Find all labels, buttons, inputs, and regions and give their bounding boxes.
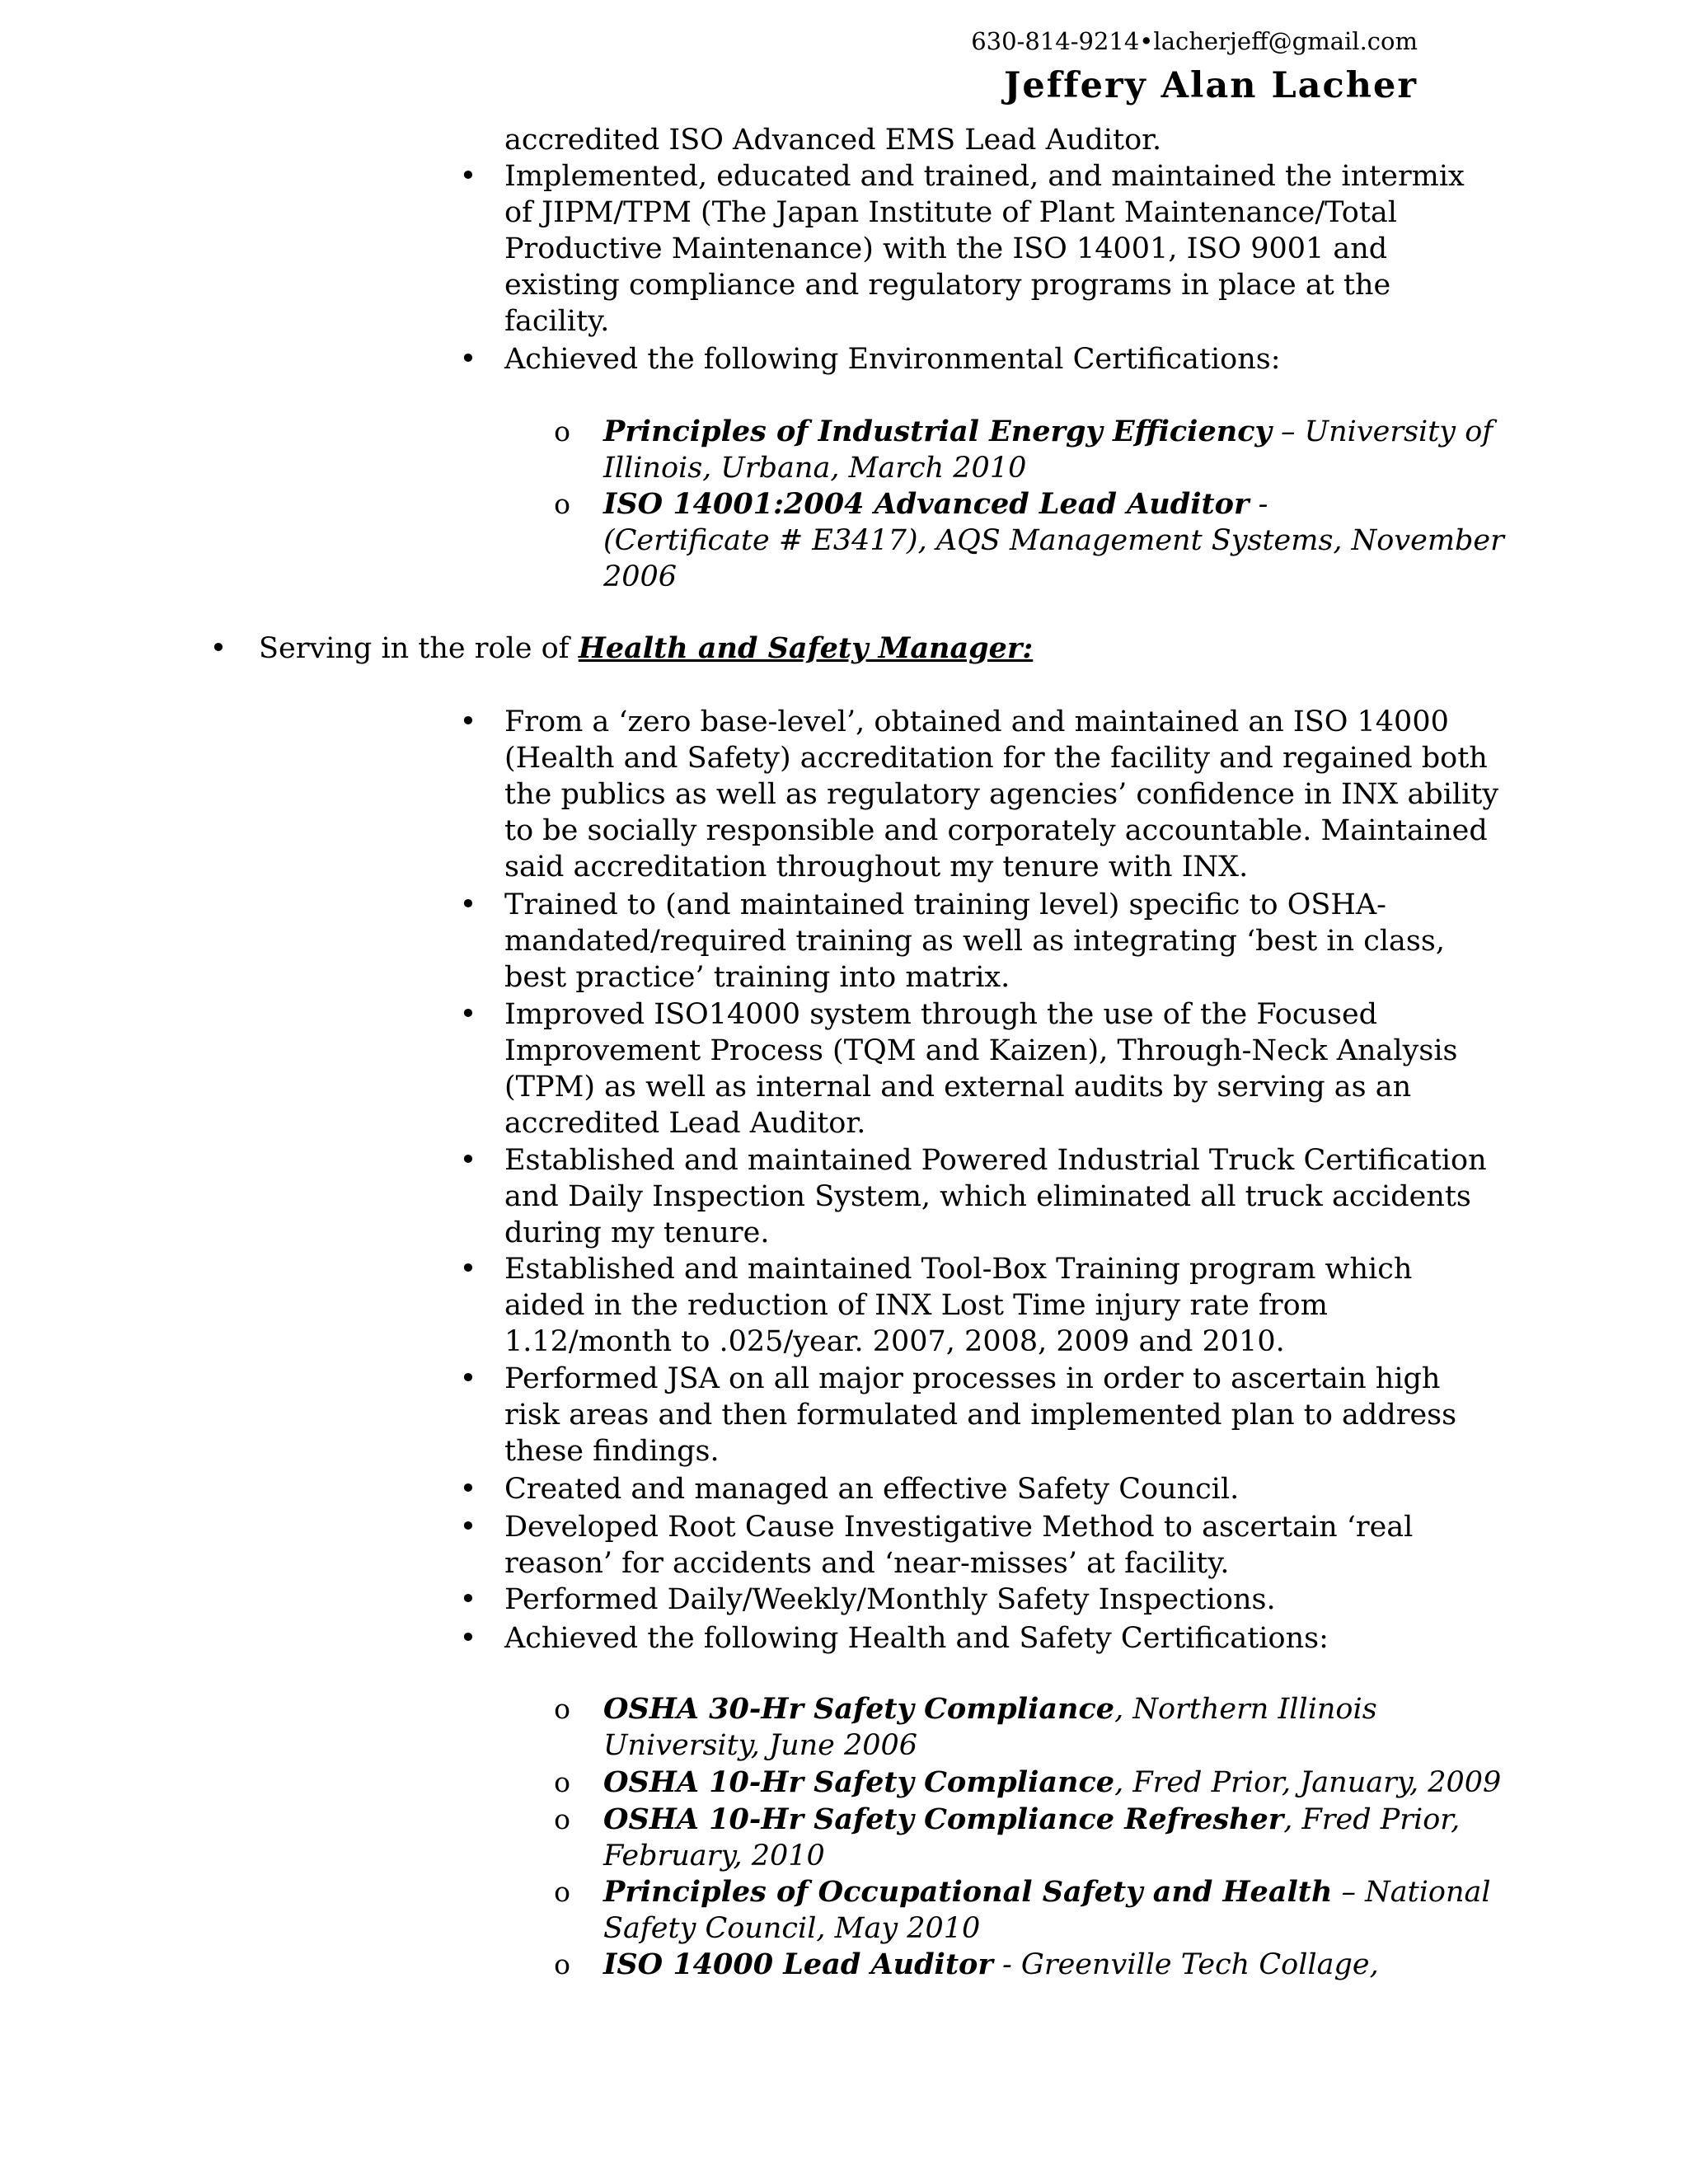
text-line: risk areas and then formulated and implemented plan to address — [504, 1399, 1457, 1432]
text-line: 1.12/month to .025/year. 2007, 2008, 2009 and 2010. — [504, 1325, 1285, 1358]
text-line: of JIPM/TPM (The Japan Institute of Plant Maintenance/Total — [504, 196, 1397, 229]
list-item — [504, 341, 1281, 377]
list-item — [504, 1361, 1456, 1469]
cert-title: OSHA 10-Hr Safety Compliance — [603, 1765, 1115, 1799]
bullet-icon: • — [459, 343, 477, 376]
cert-separator: – — [1271, 415, 1305, 448]
text-line: aided in the reduction of INX Lost Time injury rate from — [504, 1289, 1328, 1322]
bullet-icon: • — [209, 632, 227, 665]
role-title: Health and Safety Manager: — [578, 631, 1034, 665]
text-line: facility. — [504, 305, 610, 338]
text-line: said accreditation throughout my tenure with INX. — [504, 851, 1249, 883]
sub-bullet-icon: o — [554, 1948, 570, 1980]
role-prefix: Serving in the role of — [259, 632, 579, 665]
bullet-icon: • — [459, 1622, 477, 1655]
cert-title: ISO 14000 Lead Auditor — [603, 1947, 993, 1981]
text-line: during my tenure. — [504, 1216, 770, 1249]
text-line: (Health and Safety) accreditation for the facility and regained both — [504, 742, 1488, 775]
list-item — [504, 1582, 1276, 1618]
cert-title: OSHA 30-Hr Safety Compliance — [603, 1692, 1115, 1726]
list-item — [504, 1251, 1412, 1360]
bullet-icon: • — [459, 888, 477, 921]
text-line: From a ‘zero base-level’, obtained and maintained an ISO 14000 — [504, 705, 1449, 738]
cert-detail: Illinois, Urbana, March 2010 — [603, 452, 1027, 485]
certification-item — [603, 1947, 1379, 1983]
text-line: best practice’ training into matrix. — [504, 961, 1010, 994]
text-line: reason’ for accidents and ‘near-misses’ at facility. — [504, 1547, 1230, 1580]
cert-title: ISO 14001:2004 Advanced Lead Auditor — [603, 487, 1250, 521]
list-item — [504, 704, 1498, 885]
bullet-icon: • — [459, 998, 477, 1031]
cert-title: OSHA 10-Hr Safety Compliance Refresher — [603, 1802, 1284, 1836]
list-item — [504, 887, 1445, 996]
cert-detail: University, June 2006 — [603, 1729, 918, 1762]
cert-detail: February, 2010 — [603, 1840, 825, 1872]
list-item — [504, 1471, 1239, 1507]
list-item — [504, 1620, 1329, 1657]
list-item — [504, 996, 1458, 1141]
text-line: Improvement Process (TQM and Kaizen), Through-Neck Analysis — [504, 1034, 1458, 1067]
sub-bullet-icon: o — [554, 1803, 570, 1835]
list-item — [504, 158, 1465, 340]
sub-bullet-icon: o — [554, 1693, 570, 1725]
cert-detail: University of — [1304, 415, 1493, 448]
text-line: Established and maintained Powered Industrial Truck Certification — [504, 1144, 1487, 1177]
cert-title: Principles of Occupational Safety and Health — [603, 1875, 1333, 1909]
bullet-icon: • — [459, 1144, 477, 1177]
text-line: Improved ISO14000 system through the use of the Focused — [504, 998, 1378, 1031]
text-line: Performed JSA on all major processes in order to ascertain high — [504, 1362, 1441, 1395]
text-line: and Daily Inspection System, which eliminated all truck accidents — [504, 1180, 1471, 1213]
text-line: accredited Lead Auditor. — [504, 1107, 866, 1140]
text-line: Achieved the following Environmental Certifications: — [504, 343, 1281, 376]
text-line: Established and maintained Tool-Box Training program which — [504, 1253, 1413, 1286]
cert-detail: , Fred Prior, — [1283, 1803, 1461, 1836]
text-line: to be socially responsible and corporately accountable. Maintained — [504, 814, 1488, 847]
text-line: the publics as well as regulatory agencies’ confidence in INX ability — [504, 778, 1499, 811]
certification-item — [603, 1765, 1501, 1801]
cert-detail: (Certificate # E3417), AQS Management Systems, November — [603, 524, 1504, 557]
text-line: Developed Root Cause Investigative Method to ascertain ‘real — [504, 1511, 1414, 1544]
contact-info: 630-814-9214•lacherjeff@gmail.com — [971, 27, 1418, 55]
sub-bullet-icon: o — [554, 415, 570, 448]
bullet-icon: • — [459, 160, 477, 193]
bullet-icon: • — [459, 1362, 477, 1395]
text-line: Achieved the following Health and Safety Certifications: — [504, 1622, 1329, 1655]
text-line: mandated/required training as well as integrating ‘best in class, — [504, 925, 1445, 958]
certification-item — [603, 1802, 1460, 1874]
text-line: Created and managed an effective Safety Council. — [504, 1473, 1240, 1506]
list-item — [504, 1142, 1487, 1251]
applicant-name: Jeffery Alan Lacher — [1003, 65, 1418, 106]
cert-separator: - — [1249, 488, 1268, 521]
list-item — [504, 1509, 1413, 1582]
cert-detail: – National — [1332, 1876, 1491, 1909]
certification-item — [603, 414, 1493, 486]
sub-bullet-icon: o — [554, 1766, 570, 1798]
text-line: Performed Daily/Weekly/Monthly Safety Inspections. — [504, 1583, 1276, 1616]
bullet-icon: • — [459, 1253, 477, 1286]
cert-title: Principles of Industrial Energy Efficiency — [603, 415, 1272, 448]
cert-detail: , Fred Prior, January, 2009 — [1114, 1766, 1502, 1799]
bullet-icon: • — [459, 1583, 477, 1616]
text-line: Trained to (and maintained training level) specific to OSHA- — [504, 888, 1387, 921]
cert-detail: Safety Council, May 2010 — [603, 1912, 981, 1945]
bullet-icon: • — [459, 705, 477, 738]
cert-detail: , Northern Illinois — [1114, 1693, 1377, 1726]
text-line: these findings. — [504, 1435, 720, 1468]
sub-bullet-icon: o — [554, 488, 570, 520]
sub-bullet-icon: o — [554, 1876, 570, 1908]
certification-item — [603, 1691, 1377, 1764]
bullet-icon: • — [459, 1511, 477, 1544]
certification-item — [603, 1874, 1491, 1947]
text-line: existing compliance and regulatory programs in place at the — [504, 269, 1391, 302]
text-line: Productive Maintenance) with the ISO 14001, ISO 9001 and — [504, 232, 1388, 265]
cert-detail: - Greenville Tech Collage, — [992, 1948, 1379, 1981]
certification-item — [603, 486, 1504, 595]
role-line — [259, 630, 1033, 667]
text-line: Implemented, educated and trained, and maintained the intermix — [504, 160, 1465, 193]
bullet-icon: • — [459, 1473, 477, 1506]
cert-detail: 2006 — [603, 560, 678, 593]
text-line: (TPM) as well as internal and external audits by serving as an — [504, 1071, 1412, 1104]
continuation-line: accredited ISO Advanced EMS Lead Auditor. — [504, 124, 1162, 157]
